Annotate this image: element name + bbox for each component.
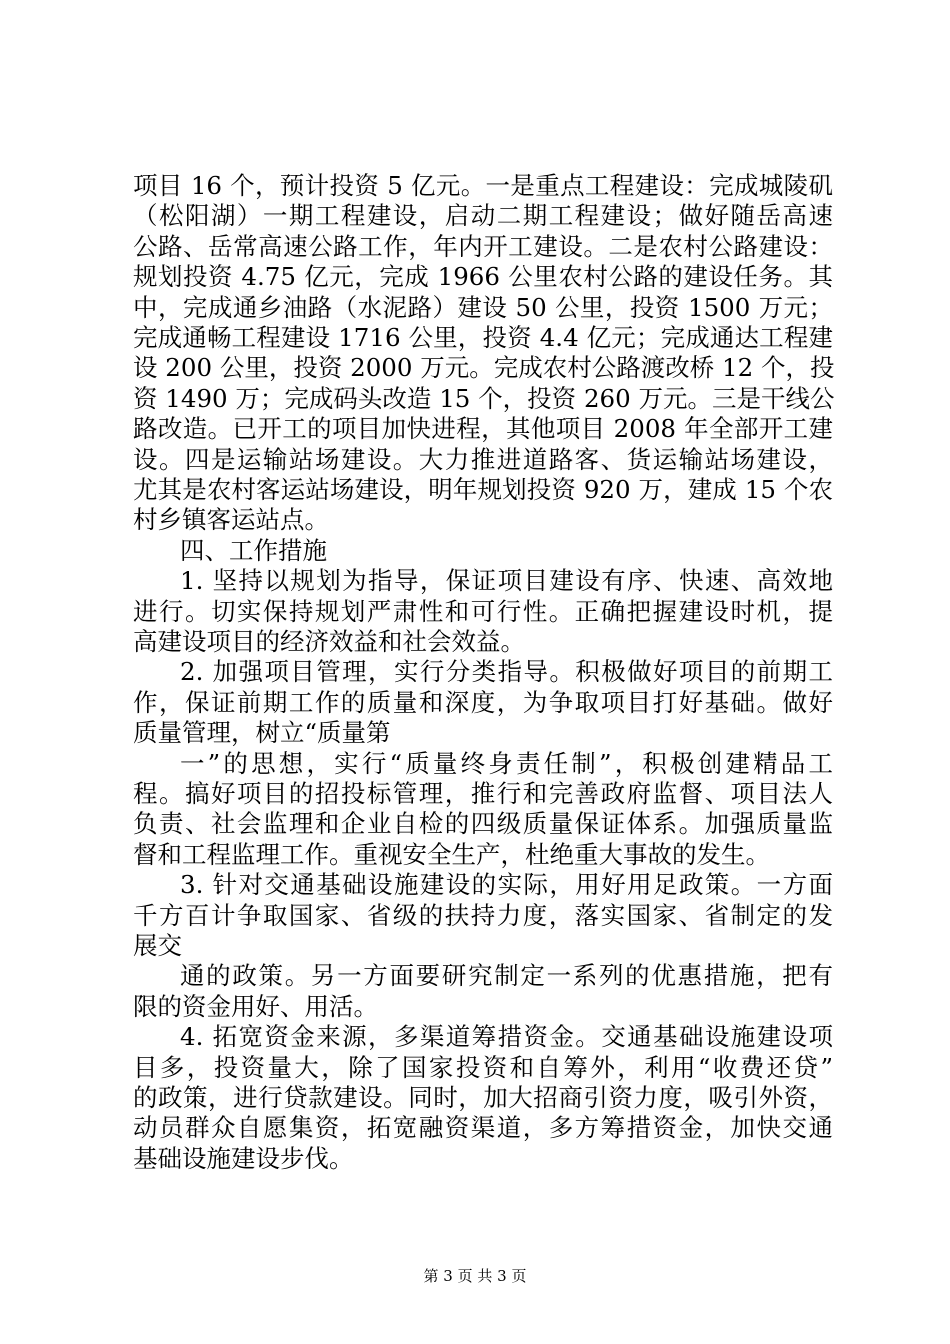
body-text-line: 千方百计争取国家、省级的扶持力度，落实国家、省制定的发	[133, 900, 833, 930]
body-text-line: 展交	[133, 931, 182, 960]
body-text-line: 规划投资 4.75 亿元，完成 1966 公里农村公路的建设任务。其	[133, 262, 833, 292]
body-text-line: 程。搞好项目的招投标管理，推行和完善政府监督、项目法人	[133, 779, 833, 808]
body-text-line: 作，保证前期工作的质量和深度，为争取项目打好基础。做好	[133, 687, 833, 717]
body-text-line: 完成通畅工程建设 1716 公里，投资 4.4 亿元；完成通达工程建	[133, 323, 833, 352]
page-footer: 第 3 页 共 3 页	[423, 1267, 527, 1285]
body-text-line: 资 1490 万；完成码头改造 15 个，投资 260 万元。三是干线公	[133, 383, 835, 413]
body-text-line: （松阳湖）一期工程建设，启动二期工程建设；做好随岳高速	[133, 201, 833, 231]
body-text-line: 限的资金用好、用活。	[133, 991, 378, 1021]
body-text-line: 项目 16 个，预计投资 5 亿元。一是重点工程建设：完成城陵矶	[133, 171, 833, 200]
body-text-line: 动员群众自愿集资，拓宽融资渠道，多方筹措资金，加快交通	[133, 1113, 833, 1143]
body-text-line: 督和工程监理工作。重视安全生产，杜绝重大事故的发生。	[133, 839, 770, 869]
body-text-line: 的政策，进行贷款建设。同时，加大招商引资力度，吸引外资，	[133, 1083, 833, 1112]
body-text-line: 一”的思想，实行“质量终身责任制”，积极创建精品工	[180, 748, 833, 778]
body-text-line: 目多，投资量大，除了国家投资和自筹外，利用“收费还贷”	[133, 1052, 833, 1082]
body-text-line: 设 200 公里，投资 2000 万元。完成农村公路渡改桥 12 个，投	[133, 353, 835, 383]
body-text-line: 基础设施建设步伐。	[133, 1143, 354, 1173]
body-text-line: 公路、岳常高速公路工作，年内开工建设。二是农村公路建设：	[133, 231, 833, 261]
body-text-line: 2. 加强项目管理，实行分类指导。积极做好项目的前期工	[180, 657, 833, 687]
body-text-line: 高建设项目的经济效益和社会效益。	[133, 627, 525, 656]
body-text-line: 4. 拓宽资金来源，多渠道筹措资金。交通基础设施建设项	[180, 1022, 833, 1052]
body-text-line: 中，完成通乡油路（水泥路）建设 50 公里，投资 1500 万元；	[133, 292, 833, 322]
body-text-line: 设。四是运输站场建设。大力推进道路客、货运输站场建设，	[133, 444, 833, 474]
body-text-line: 1. 坚持以规划为指导，保证项目建设有序、快速、高效地	[180, 566, 833, 596]
body-text-line: 路改造。已开工的项目加快进程，其他项目 2008 年全部开工建	[133, 414, 833, 444]
body-text-line: 质量管理，树立“质量第	[133, 718, 391, 748]
body-text-line: 村乡镇客运站点。	[133, 505, 329, 535]
body-text-line: 通的政策。另一方面要研究制定一系列的优惠措施，把有	[180, 961, 833, 991]
section-heading: 四、工作措施	[180, 535, 327, 565]
body-text-line: 尤其是农村客运站场建设，明年规划投资 920 万，建成 15 个农	[133, 475, 833, 504]
body-text-line: 负责、社会监理和企业自检的四级质量保证体系。加强质量监	[133, 809, 833, 839]
body-text-line: 3. 针对交通基础设施建设的实际，用好用足政策。一方面	[180, 870, 833, 900]
body-text-line: 进行。切实保持规划严肃性和可行性。正确把握建设时机，提	[133, 596, 833, 626]
